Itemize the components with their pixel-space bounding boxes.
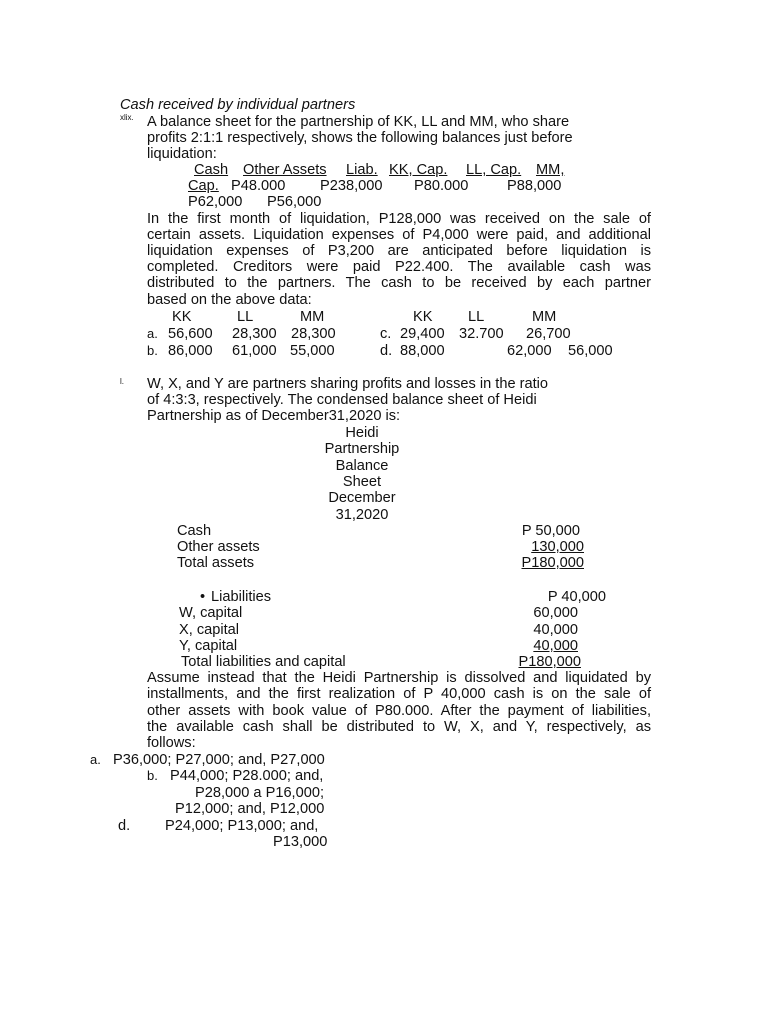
- value-mm: P56,000: [267, 194, 322, 210]
- q1-body-line-1: In the first month of liquidation, P128,000 was received on the sale of: [147, 211, 651, 227]
- q2-body-line-4: the available cash shall be distributed to W, X, and Y, respectively, as: [147, 719, 651, 735]
- choice-b-label: b.: [147, 343, 158, 358]
- header-cap: Cap.: [188, 178, 219, 194]
- choice-d-label: d.: [380, 343, 393, 359]
- liab-amount-w: 60,000: [533, 605, 578, 621]
- choice-c-ll: 32.700: [459, 326, 504, 342]
- choice-header-ll-right: LL: [468, 309, 485, 325]
- liab-label-w: W, capital: [179, 605, 243, 621]
- answer-a-label: a.: [90, 752, 101, 767]
- choice-a-mm: 28,300: [291, 326, 336, 342]
- liab-amount-x: 40,000: [533, 622, 578, 638]
- choice-header-mm: MM: [300, 309, 325, 325]
- liab-amount-y: 40,000: [533, 638, 578, 654]
- question-number-xlix: xlix.: [120, 113, 134, 122]
- choice-b-kk: 86,000: [168, 343, 213, 359]
- value-other-assets: P238,000: [320, 178, 383, 194]
- answer-d-text: P24,000; P13,000; and,: [165, 818, 319, 834]
- answer-d-continuation: P13,000: [273, 834, 328, 850]
- answer-a-text: P36,000; P27,000; and, P27,000: [113, 752, 325, 768]
- header-mm: MM,: [536, 162, 565, 178]
- question-number-l: l.: [120, 377, 124, 386]
- q2-intro-line-2: of 4:3:3, respectively. The condensed balance sheet of Heidi: [147, 392, 537, 408]
- q2-body-line-1: Assume instead that the Heidi Partnership is dissolved and liquidated by: [147, 670, 651, 686]
- bullet-icon: •: [200, 589, 206, 605]
- title-line-4: Sheet: [342, 474, 382, 490]
- choice-a-label: a.: [147, 326, 158, 341]
- title-line-2: Partnership: [324, 441, 400, 457]
- header-ll-cap: LL, Cap.: [466, 162, 522, 178]
- title-line-1: Heidi: [345, 425, 379, 441]
- q1-body-line-2: certain assets. Liquidation expenses of P4,000 were paid, and additional: [147, 227, 651, 243]
- choice-a-kk: 56,600: [168, 326, 213, 342]
- asset-label-other: Other assets: [177, 539, 260, 555]
- q2-intro-line-3: Partnership as of December31,2020 is:: [147, 408, 401, 424]
- choice-d-mm: 56,000: [568, 343, 613, 359]
- q1-intro-line-3: liquidation:: [147, 146, 217, 162]
- asset-label-cash: Cash: [177, 523, 212, 539]
- q1-intro-line-2: profits 2:1:1 respectively, shows the following balances just before: [147, 130, 573, 146]
- choice-d-ll: 62,000: [507, 343, 552, 359]
- liab-label-y: Y, capital: [179, 638, 238, 654]
- header-kk-cap: KK, Cap.: [389, 162, 448, 178]
- q2-body-line-3: other assets with book value of P80.000. After the payment of liabilities,: [147, 703, 651, 719]
- answer-c-text: P12,000; and, P12,000: [175, 801, 325, 817]
- answer-b-text: P44,000; P28.000; and,: [170, 768, 324, 784]
- title-line-6: 31,2020: [335, 507, 389, 523]
- q1-body-line-6: based on the above data:: [147, 292, 312, 308]
- liab-label-x: X, capital: [179, 622, 240, 638]
- answer-b-continuation: P28,000 a P16,000;: [195, 785, 325, 801]
- header-liab: Liab.: [346, 162, 378, 178]
- q2-body-line-5: follows:: [147, 735, 196, 751]
- asset-amount-cash: P 50,000: [521, 523, 580, 539]
- choice-b-mm: 55,000: [290, 343, 335, 359]
- section-title: Cash received by individual partners: [120, 97, 356, 113]
- liab-label-liabilities: Liabilities: [211, 589, 272, 605]
- liab-amount-total: P180,000: [518, 654, 581, 670]
- header-cash: Cash: [194, 162, 229, 178]
- q1-body-line-4: completed. Creditors were paid P22.400. The available cash was: [147, 259, 651, 275]
- choice-b-ll: 61,000: [232, 343, 277, 359]
- title-line-3: Balance: [335, 458, 389, 474]
- choice-header-kk: KK: [172, 309, 192, 325]
- liab-label-total: Total liabilities and capital: [181, 654, 346, 670]
- q1-body-line-3: liquidation expenses of P3,200 are anticipated before liquidation is: [147, 243, 651, 259]
- q2-body-line-2: installments, and the first realization of P 40,000 cash is on the sale of: [147, 686, 651, 702]
- asset-amount-other: 130,000: [531, 539, 584, 555]
- choice-c-label: c.: [380, 326, 392, 342]
- answer-d-label: d.: [118, 818, 131, 834]
- asset-label-total: Total assets: [177, 555, 255, 571]
- liab-amount-liabilities: P 40,000: [547, 589, 606, 605]
- choice-c-mm: 26,700: [526, 326, 571, 342]
- value-cash: P48.000: [231, 178, 286, 194]
- choice-c-kk: 29,400: [400, 326, 445, 342]
- value-kk: P88,000: [507, 178, 562, 194]
- choice-header-ll: LL: [237, 309, 254, 325]
- asset-amount-total: P180,000: [521, 555, 584, 571]
- title-line-5: December: [328, 490, 396, 506]
- answer-b-label: b.: [147, 768, 158, 783]
- value-liab: P80.000: [414, 178, 469, 194]
- q1-intro-line-1: A balance sheet for the partnership of KK, LL and MM, who share: [147, 114, 570, 130]
- value-ll: P62,000: [188, 194, 243, 210]
- choice-header-mm-right: MM: [532, 309, 557, 325]
- choice-a-ll: 28,300: [232, 326, 277, 342]
- q2-intro-line-1: W, X, and Y are partners sharing profits and losses in the ratio: [147, 376, 549, 392]
- choice-header-kk-right: KK: [413, 309, 433, 325]
- header-other-assets: Other Assets: [243, 162, 327, 178]
- choice-d-kk: 88,000: [400, 343, 445, 359]
- q1-body-line-5: distributed to the partners. The cash to be received by each partner: [147, 275, 651, 291]
